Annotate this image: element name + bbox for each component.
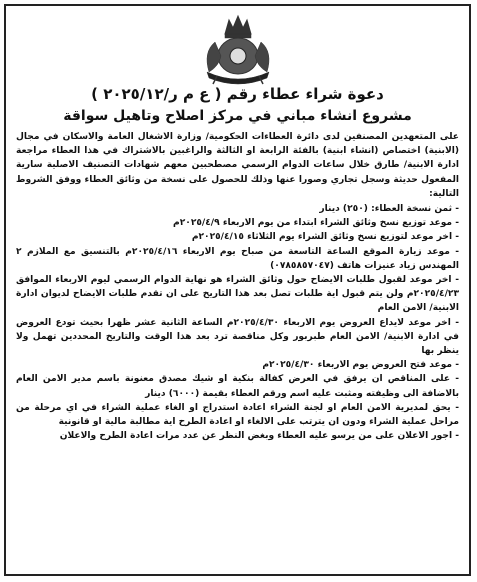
notice-title: دعوة شراء عطاء رقم ( ع م ر/٢٠٢٥/١٢ ) <box>91 85 384 103</box>
condition-item: - موعد توزيع نسخ وثائق الشراء ابتداء من يوم الاربعاء ٢٠٢٥/٤/٩م <box>173 218 459 229</box>
condition-item: - يحق لمديرية الامن العام او لجنة الشراء اعادة استدراج او الغاء عملية الشراء في اي مرحلة من مراحل عملية الشراء ودون ان يترتب على الالغاء او اعادة الطرح اية مطالبة مالية او قانونية <box>16 402 459 428</box>
condition-item: - موعد زيارة الموقع الساعة التاسعة من صباح يوم الاربعاء ٢٠٢٥/٤/١٦م بالتنسيق مع الملازم ٢ المهندس زياد عنيزات هاتف (٠٧٨٥٨٥٧٠٤٧) <box>16 246 459 271</box>
condition-item: - اخر موعد لقبول طلبات الايضاح حول وثائق الشراء هو نهاية الدوام الرسمي ليوم الاربعاء الموافق ٢٠٢٥/٤/٢٣م ولن يتم قبول اية طلبات تصل بعد هذا التاريخ على ان تقدم طلبات الايضاح لديوان ادارة الابنية/ الامن العام <box>16 275 459 314</box>
project-title: مشروع انشاء مباني في مركز اصلاح وتاهيل سواقة <box>63 108 412 124</box>
intro-paragraph: على المتعهدين المصنفين لدى دائرة العطاءات الحكومية/ وزارة الاشغال العامة والاسكان في مجال (الابنية) اختصاص (انشاء ابنية) بالفئة الرابعة او الثالثة والراغبين بالاشتراك في هذا العطاء مراجعة ادارة الابنية/ طارق خلال ساعات الدوام الرسمي مصطحبين معهم شهادات التصنيف الاصلية سارية المفعول حديثة وسجل تجاري وصورا عنها وذلك للحصول على نسخة من وثائق العطاء ووفق الشروط التالية: <box>16 132 459 199</box>
emblem-graphic <box>195 12 281 86</box>
notice-body <box>16 130 459 566</box>
condition-item: - موعد فتح العروض يوم الاربعاء ٢٠٢٥/٤/٣٠م <box>262 360 459 371</box>
crown-crest-emblem-icon <box>195 12 281 86</box>
condition-item: - على المناقص ان يرفق في العرض كفالة بنكية او شيك مصدق معنونة باسم مدير الامن العام بالاضافة الى وظيفته ومثبت عليه اسم ورقم العطاء بقيمة (٦٠٠٠) دينار <box>16 374 459 399</box>
condition-item: - اجور الاعلان على من يرسو عليه العطاء وبغض النظر عن عدد مرات اعادة الطرح والاعلان <box>59 431 459 442</box>
condition-item: - اخر موعد لايداع العروض يوم الاربعاء ٢٠٢٥/٤/٣٠م الساعة الثانية عشر ظهرا بحيث تودع العروض في ادارة الابنية/ الامن العام طبربور وكل مناقصة ترد بعد هذا الوقت والتاريخ المحددين تهمل ولا ينظر بها <box>16 317 459 357</box>
condition-item: - اخر موعد لتوزيع نسخ وثائق الشراء يوم الثلاثاء ٢٠٢٥/٤/١٥م <box>191 232 459 243</box>
tender-notice <box>4 4 471 576</box>
condition-item: - ثمن نسخة العطاء: (٢٥٠) دينار <box>319 204 459 215</box>
conditions-list <box>16 202 459 443</box>
